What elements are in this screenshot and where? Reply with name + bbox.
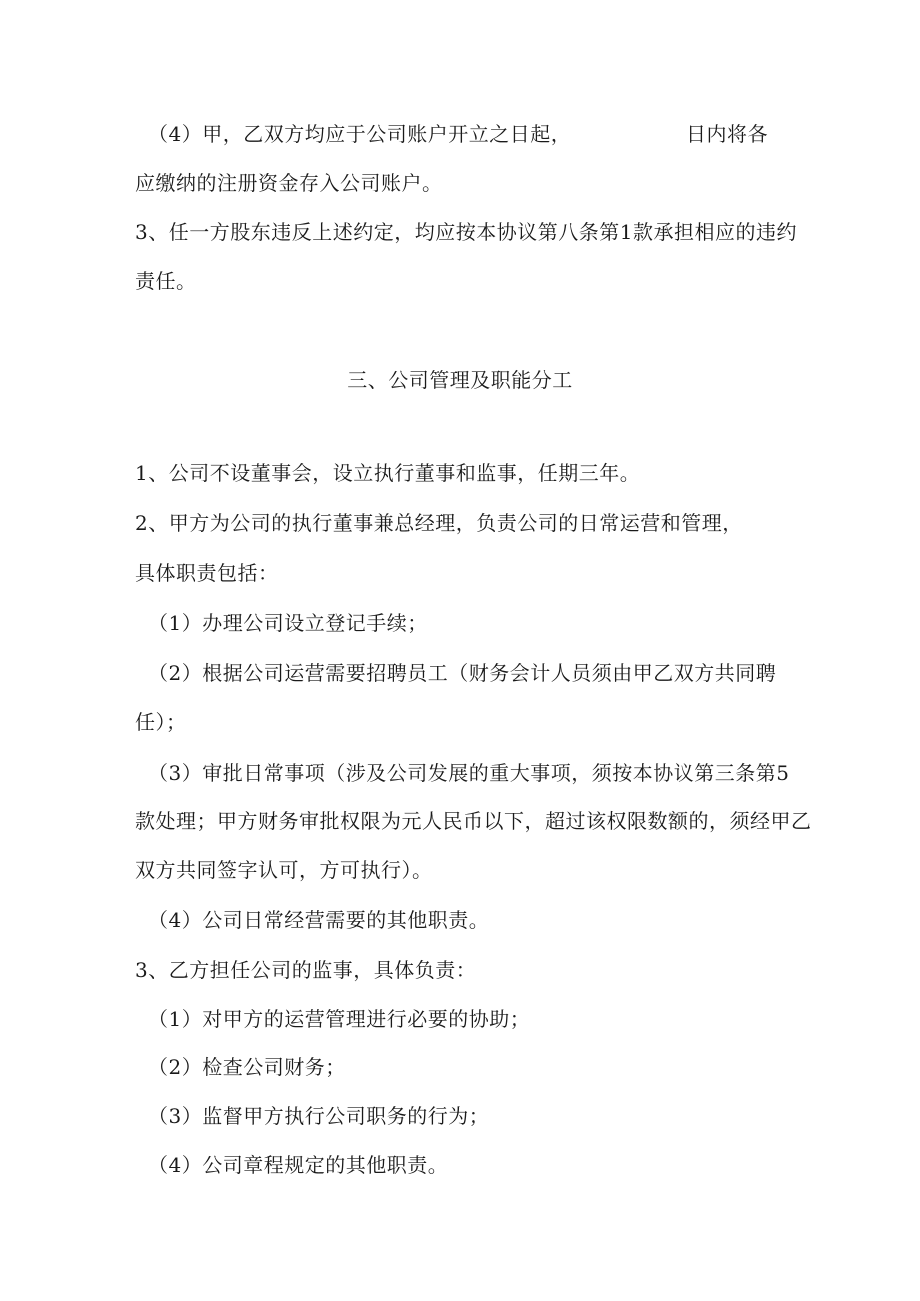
clause3-item4: （4）公司章程规定的其他职责。: [148, 1153, 449, 1177]
clause3-line1: 3、任一方股东违反上述约定，均应按本协议第八条第1款承担相应的违约: [135, 220, 797, 244]
section3-clause1: 1、公司不设董事会，设立执行董事和监事，任期三年。: [135, 461, 641, 485]
section3-clause2-line1: 2、甲方为公司的执行董事兼总经理，负责公司的日常运营和管理，: [135, 511, 743, 535]
clause2-item2-line2: 任）；: [135, 710, 187, 734]
clause3-item1: （1）对甲方的运营管理进行必要的协助；: [148, 1007, 531, 1031]
item4-line1-part1: （4）甲，乙双方均应于公司账户开立之日起，: [148, 122, 572, 146]
clause3-line2: 责任。: [135, 269, 197, 293]
section-heading: 三、公司管理及职能分工: [347, 368, 573, 392]
item4-line1-part2: 日内将各: [686, 122, 768, 146]
clause2-item3-line3: 双方共同签字认可，方可执行）。: [135, 858, 433, 882]
clause3-item3: （3）监督甲方执行公司职务的行为；: [148, 1104, 490, 1128]
section3-clause2-line2: 具体职责包括：: [135, 561, 279, 585]
clause2-item2-line1: （2）根据公司运营需要招聘员工（财务会计人员须由甲乙双方共同聘: [148, 661, 777, 685]
clause2-item3-line1: （3）审批日常事项（涉及公司发展的重大事项，须按本协议第三条第5: [148, 761, 790, 785]
clause2-item3-line2: 款处理；甲方财务审批权限为元人民币以下，超过该权限数额的，须经甲乙: [135, 809, 812, 833]
section3-clause3: 3、乙方担任公司的监事，具体负责：: [135, 958, 477, 982]
clause3-item2: （2）检查公司财务；: [148, 1055, 346, 1079]
item4-line2: 应缴纳的注册资金存入公司账户。: [135, 171, 443, 195]
clause2-item4: （4）公司日常经营需要的其他职责。: [148, 908, 490, 932]
clause2-item1: （1）办理公司设立登记手续；: [148, 611, 428, 635]
